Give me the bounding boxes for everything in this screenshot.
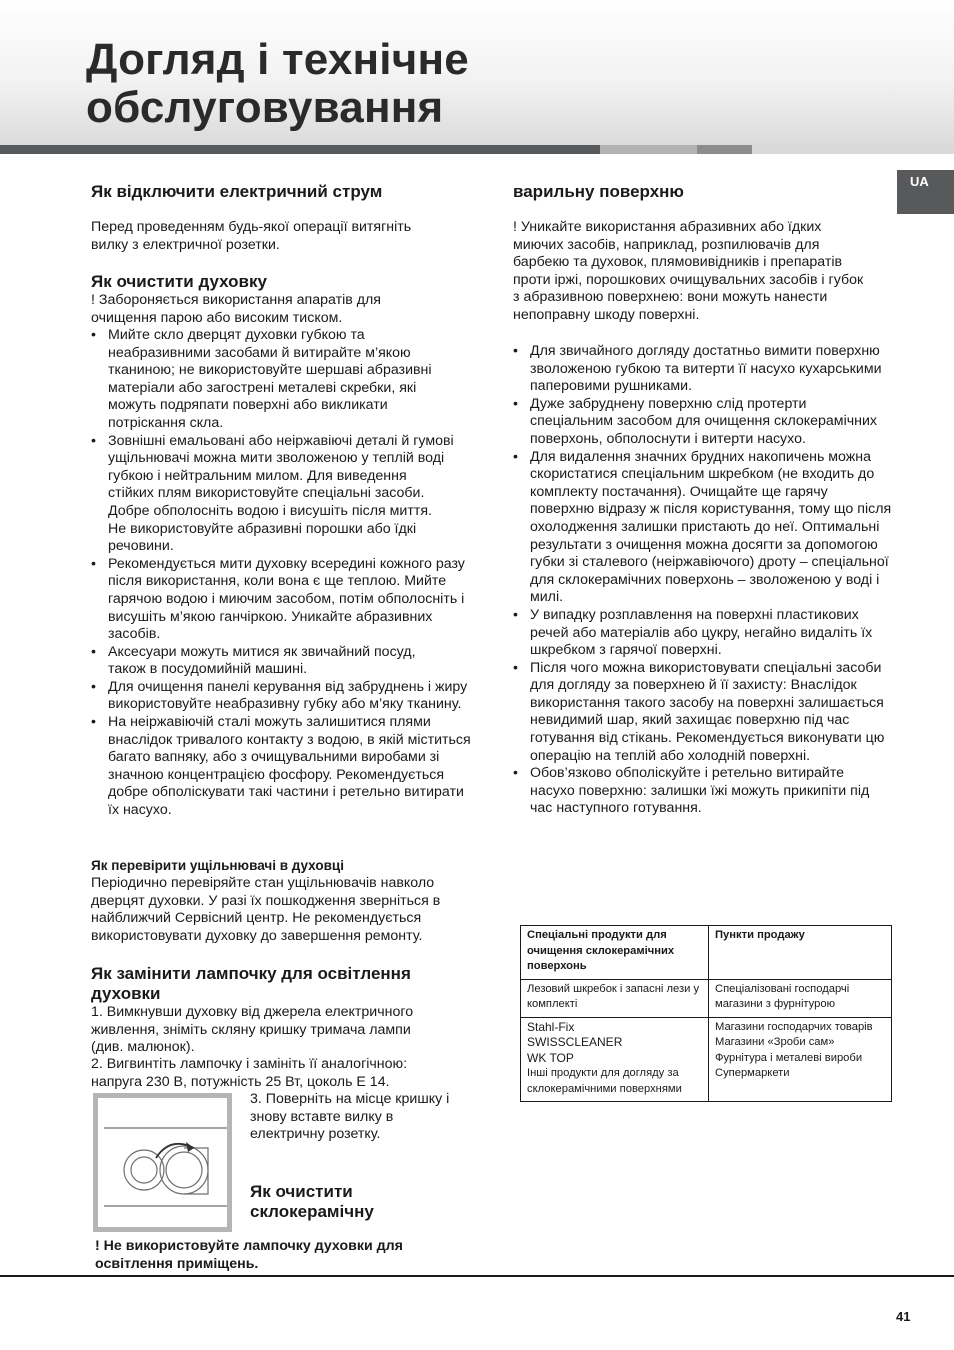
language-tab: UA (897, 170, 954, 214)
list-item: • Зовнішні емальовані або неіржавіючі деталі й гумові ущільнювачі можна мити зволоженою у теплій воді губкою і нейтральним милом. Для виведення стійких плям використовуйте спеціальні засоби. Добре обполосніть водою і висушіть після миття. Не використовуйте абразивні порошки або їдкі речовини. (91, 433, 454, 556)
section-heading-lamp: Як замінити лампочку для освітлення духовки (91, 964, 411, 1003)
section-heading-seals: Як перевірити ущільнювачі в духовці (91, 858, 344, 873)
page-title (86, 36, 469, 132)
store-name: Магазини господарчих товарів (715, 1020, 873, 1033)
table-header-cell: Спеціальні продукти для очищення склокерамічних поверхонь (521, 926, 709, 980)
header-rule-dark (0, 145, 600, 154)
product-name: SWISSCLEANER (527, 1035, 623, 1049)
page-title-line-2: обслуговування (86, 83, 444, 132)
section-heading-power: Як відключити електричний струм (91, 182, 383, 201)
table-cell (709, 1017, 892, 1102)
page-number: 41 (896, 1309, 911, 1324)
oven-cleaning-warning: ! Забороняється використання апаратів для очищення парою або високим тиском. (91, 292, 381, 326)
ceramic-warning: ! Уникайте використання абразивних або їдких миючих засобів, наприклад, розпилювачів для барбекю та духовок, плямовивідників і препаратів проти іржі, порошкових очищувальних засобів і губок з абразивною поверхнею: вони можуть нанести непоправну шкоду поверхні. (513, 219, 864, 323)
table-row (521, 979, 892, 1017)
lamp-diagram (98, 1098, 227, 1227)
list-item: • Аксесуари можуть митися як звичайний посуд, також в посудомийній машині. (91, 644, 448, 679)
product-name: WK TOP (527, 1050, 574, 1065)
section-heading-oven-cleaning: Як очистити духовку (91, 272, 267, 291)
header-rule-mid (697, 145, 752, 154)
list-item: • Для звичайного догляду достатньо вимити поверхню зволоженою губкою та витерти її насухо кухарськими паперовими рушниками. (513, 343, 892, 396)
list-item: • Після чого можна використовувати спеціальні засоби для догляду за поверхнею й її захисту: Внаслідок використання такого засобу на поверхні залишається невидимий шар, який захищає поверхню під час готування від стікань. Рекомендується виконувати цю операцію на теплій або холодній поверхні. (513, 660, 892, 766)
lamp-holder-inner (131, 1157, 157, 1183)
glass-cover-circle (160, 1146, 208, 1194)
page-title-line-1: Догляд і технічне (86, 35, 469, 84)
product-name: Інші продукти для догляду за склокерамічними поверхнями (527, 1067, 682, 1095)
cleaning-products-table (520, 925, 892, 1102)
lamp-cover-illustration (93, 1093, 232, 1232)
seals-text: Періодично перевіряйте стан ущільнювачів навколо дверцят духовки. У разі їх пошкодження зверніться в найближчий Сервісний центр. Не рекомендується використовувати духовку до завершення ремонту. (91, 875, 441, 944)
list-item: • На неіржавіючій сталі можуть залишитися плями внаслідок тривалого контакту з водою, в якій міститься багато вапняку, або з очищувальними виробами зі значною концентрацією фосфору. Рекомендується добре обполіскувати такі частини і ретельно витирати їх насухо. (91, 714, 471, 820)
list-item: • У випадку розплавлення на поверхні пластикових речей або матеріалів або цукру, негайно видаліть їх шкребком з гарячої поверхні. (513, 607, 892, 660)
store-name: Магазини «Зроби сам» (715, 1036, 835, 1048)
oven-cleaning-list (91, 327, 471, 820)
section-heading-ceramic: Як очистити склокерамічну (250, 1182, 374, 1221)
list-item: • Для очищення панелі керування від забруднень і жиру використовуйте неабразивну губку або м’яку тканину. (91, 679, 471, 714)
table-row (521, 1017, 892, 1102)
lamp-warning: ! Не використовуйте лампочку духовки для освітлення приміщень. (95, 1238, 403, 1272)
store-name: Фурнітура і металеві вироби (715, 1051, 863, 1064)
power-text: Перед проведенням будь-якої операції витягніть вилку з електричної розетки. (91, 219, 412, 253)
product-name: Stahl-Fix (527, 1019, 575, 1034)
table-cell: Спеціалізовані господарчі магазини з фурнітурою (709, 979, 892, 1017)
list-item: • Для видалення значних брудних накопичень можна скористатися спеціальним шкребком (не входить до комплекту постачання). Очищайте ще гарячу поверхню відразу ж після користування, тому що після охолодження залишки пристають до неї. Оптимальні результати з очищення можна досягти за допомогою губки зі сталевого (неіржавіючого) дроту – спеціальної для склокерамічних поверхонь – зволоженою у воді і милі. (513, 449, 892, 607)
list-item: • Обов’язково обполіскуйте і ретельно витирайте насухо поверхню: залишки їжі можуть прикипіти під час наступного готування. (513, 765, 892, 818)
lamp-step-3: 3. Поверніть на місце кришку і знову вставте вилку в електричну розетку. (250, 1091, 450, 1143)
footer-rule (0, 1275, 954, 1277)
table-header-cell: Пункти продажу (709, 926, 892, 980)
lamp-step-1: 1. Вимкнувши духовку від джерела електричного живлення, зніміть скляну кришку тримача лампи (див. малюнок). (91, 1004, 414, 1056)
header-rule-light (600, 145, 697, 154)
ceramic-cleaning-list (513, 343, 893, 818)
store-name: Супермаркети (715, 1067, 790, 1079)
list-item: • Дуже забруднену поверхню слід протерти спеціальним засобом для очищення склокерамічних поверхонь, обполоснути і витерти насухо. (513, 396, 892, 449)
table-cell: Лезовий шкребок і запасні лези у комплекті (521, 979, 709, 1017)
list-item: • Рекомендується мити духовку всередині кожного разу після використання, коли вона є ще теплою. Мийте гарячою водою і миючим засобом, потім обполосніть і висушіть м’якою ганчіркою. Уникайте абразивних засобів. (91, 556, 471, 644)
table-header-row (521, 926, 892, 980)
table-cell (521, 1017, 709, 1102)
list-item: • Мийте скло дверцят духовки губкою та неабразивними засобами й витирайте м’якою тканиною; не використовуйте шершаві абразивні матеріали або загострені металеві скребки, які можуть подряпати поверхні або викликати потріскання скла. (91, 327, 454, 433)
header-rule-pale (752, 145, 954, 154)
glass-cover-inner (166, 1152, 202, 1188)
lamp-step-2: 2. Вигвинтіть лампочку і замініть її аналогічною: напруга 230 В, потужність 25 Вт, цоколь Е 14. (91, 1056, 408, 1090)
section-heading-ceramic-cont: варильну поверхню (513, 182, 684, 201)
